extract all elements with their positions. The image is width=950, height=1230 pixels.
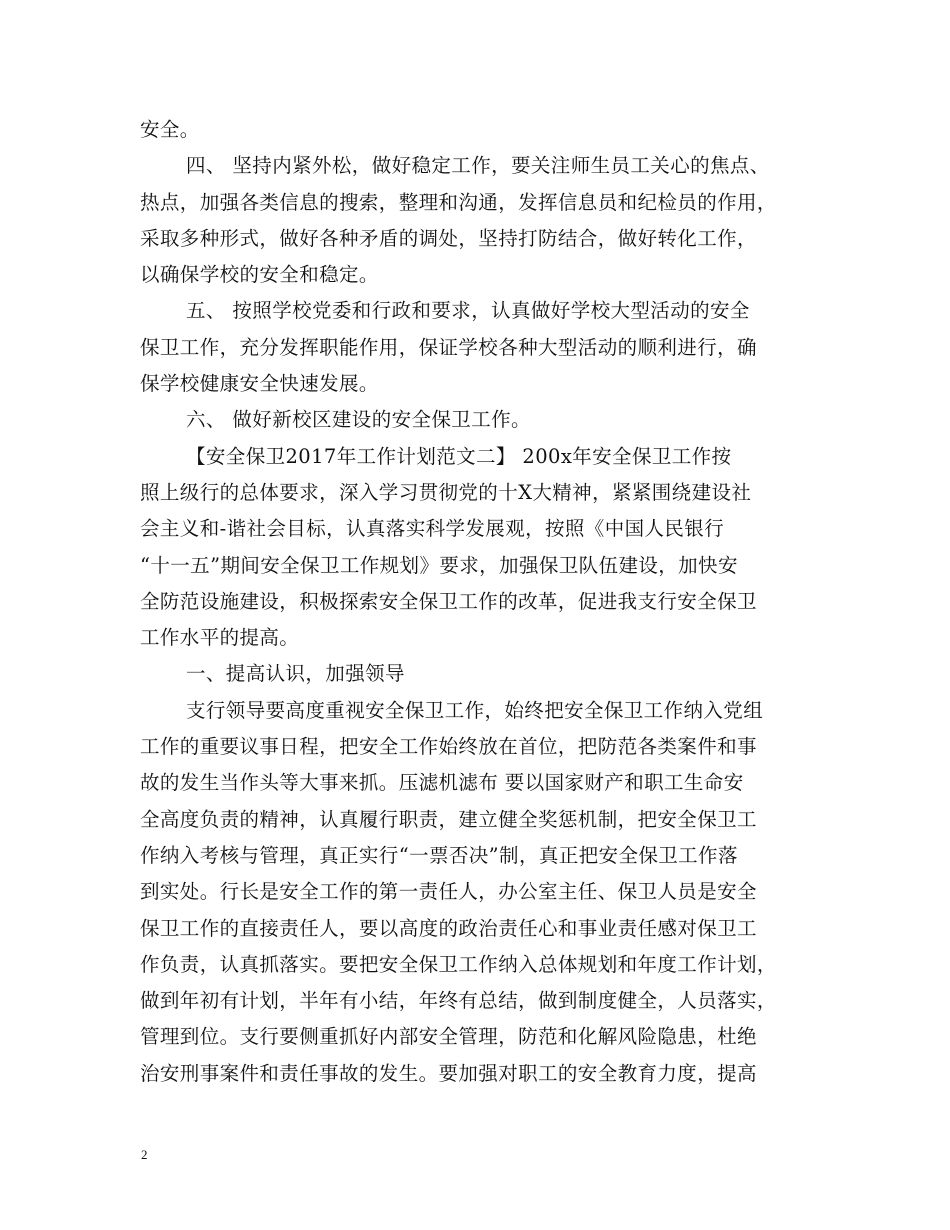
text-line: 五、 按照学校党委和行政和要求，认真做好学校大型活动的安全 <box>186 299 750 323</box>
text-line: 工作的重要议事日程，把安全工作始终放在首位，把防范各类案件和事 <box>140 735 757 759</box>
text-line: 会主义和-谐社会目标，认真落实科学发展观，按照《中国人民银行 <box>140 517 725 541</box>
text-line: 以确保学校的安全和稳定。 <box>140 263 379 287</box>
text-line: 工作水平的提高。 <box>140 626 300 650</box>
text-line: 采取多种形式，做好各种矛盾的调处，坚持打防结合，做好转化工作， <box>140 226 757 250</box>
document-body <box>140 112 830 1092</box>
text-line: 四、 坚持内紧外松，做好稳定工作，要关注师生员工关心的焦点、 <box>186 154 770 178</box>
text-line: 保学校健康安全快速发展。 <box>140 372 379 396</box>
text-line: 作负责，认真抓落实。要把安全保卫工作纳入总体规划和年度工作计划， <box>140 952 777 976</box>
text-line: 作纳入考核与管理，真正实行“一票否决”制，真正把安全保卫工作落 <box>140 843 738 867</box>
text-line: 安全。 <box>140 118 200 141</box>
text-line: 【安全保卫2017年工作计划范文二】 200x年安全保卫工作按 <box>186 444 732 468</box>
text-line: “十一五”期间安全保卫工作规划》要求，加强保卫队伍建设，加快安 <box>140 553 738 577</box>
text-line: 六、 做好新校区建设的安全保卫工作。 <box>186 408 531 432</box>
text-line: 一、提高认识，加强领导 <box>186 662 405 686</box>
page-number: 2 <box>141 1147 148 1162</box>
text-line: 治安刑事案件和责任事故的发生。要加强对职工的安全教育力度，提高 <box>140 1061 757 1085</box>
text-line: 全高度负责的精神，认真履行职责，建立健全奖惩机制，把安全保卫工 <box>140 807 757 831</box>
text-line: 管理到位。支行要侧重抓好内部安全管理，防范和化解风险隐患，杜绝 <box>140 1025 757 1049</box>
text-line: 照上级行的总体要求，深入学习贯彻党的十X大精神，紧紧围绕建设社 <box>140 480 752 504</box>
text-line: 做到年初有计划，半年有小结，年终有总结，做到制度健全，人员落实， <box>140 989 777 1013</box>
text-line: 故的发生当作头等大事来抓。压滤机滤布 要以国家财产和职工生命安 <box>140 771 744 795</box>
text-line: 全防范设施建设，积极探索安全保卫工作的改革，促进我支行安全保卫 <box>140 589 757 613</box>
text-line: 到实处。行长是安全工作的第一责任人，办公室主任、保卫人员是安全 <box>140 880 757 904</box>
text-line: 保卫工作的直接责任人，要以高度的政治责任心和事业责任感对保卫工 <box>140 916 757 940</box>
text-line: 热点，加强各类信息的搜索，整理和沟通，发挥信息员和纪检员的作用， <box>140 190 777 214</box>
text-line: 支行领导要高度重视安全保卫工作，始终把安全保卫工作纳入党组 <box>186 698 764 722</box>
text-line: 保卫工作，充分发挥职能作用，保证学校各种大型活动的顺利进行，确 <box>140 335 757 359</box>
